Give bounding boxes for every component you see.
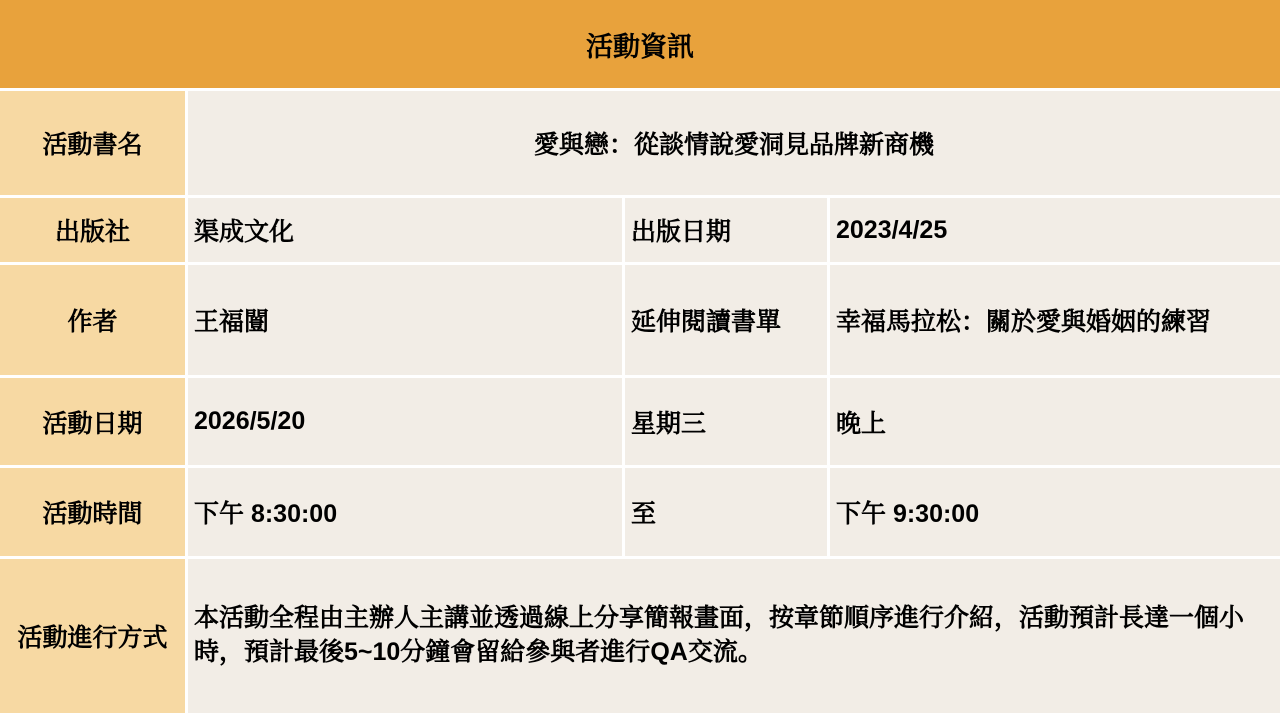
value-reading-list: 幸福馬拉松：關於愛與婚姻的練習: [830, 265, 1280, 375]
label-event-format: 活動進行方式: [0, 559, 185, 713]
value-end-time: 下午 9:30:00: [830, 468, 1280, 556]
value-period: 晚上: [830, 378, 1280, 465]
label-publish-date: 出版日期: [625, 198, 827, 262]
value-publisher: 渠成文化: [188, 198, 622, 262]
table-title: 活動資訊: [0, 0, 1280, 88]
value-weekday: 星期三: [625, 378, 827, 465]
value-book-name: 愛與戀：從談情說愛洞見品牌新商機: [188, 91, 1280, 195]
label-author: 作者: [0, 265, 185, 375]
label-reading-list: 延伸閱讀書單: [625, 265, 827, 375]
label-publisher: 出版社: [0, 198, 185, 262]
value-event-format-description: 本活動全程由主辦人主講並透過線上分享簡報畫面，按章節順序進行介紹，活動預計長達一個小時，預計最後5~10分鐘會留給參與者進行QA交流。: [188, 559, 1280, 713]
value-author: 王福闓: [188, 265, 622, 375]
label-event-date: 活動日期: [0, 378, 185, 465]
label-event-time: 活動時間: [0, 468, 185, 556]
label-book-name: 活動書名: [0, 91, 185, 195]
value-publish-date: 2023/4/25: [830, 198, 1280, 262]
value-start-time: 下午 8:30:00: [188, 468, 622, 556]
value-event-date: 2026/5/20: [188, 378, 622, 465]
label-to: 至: [625, 468, 827, 556]
